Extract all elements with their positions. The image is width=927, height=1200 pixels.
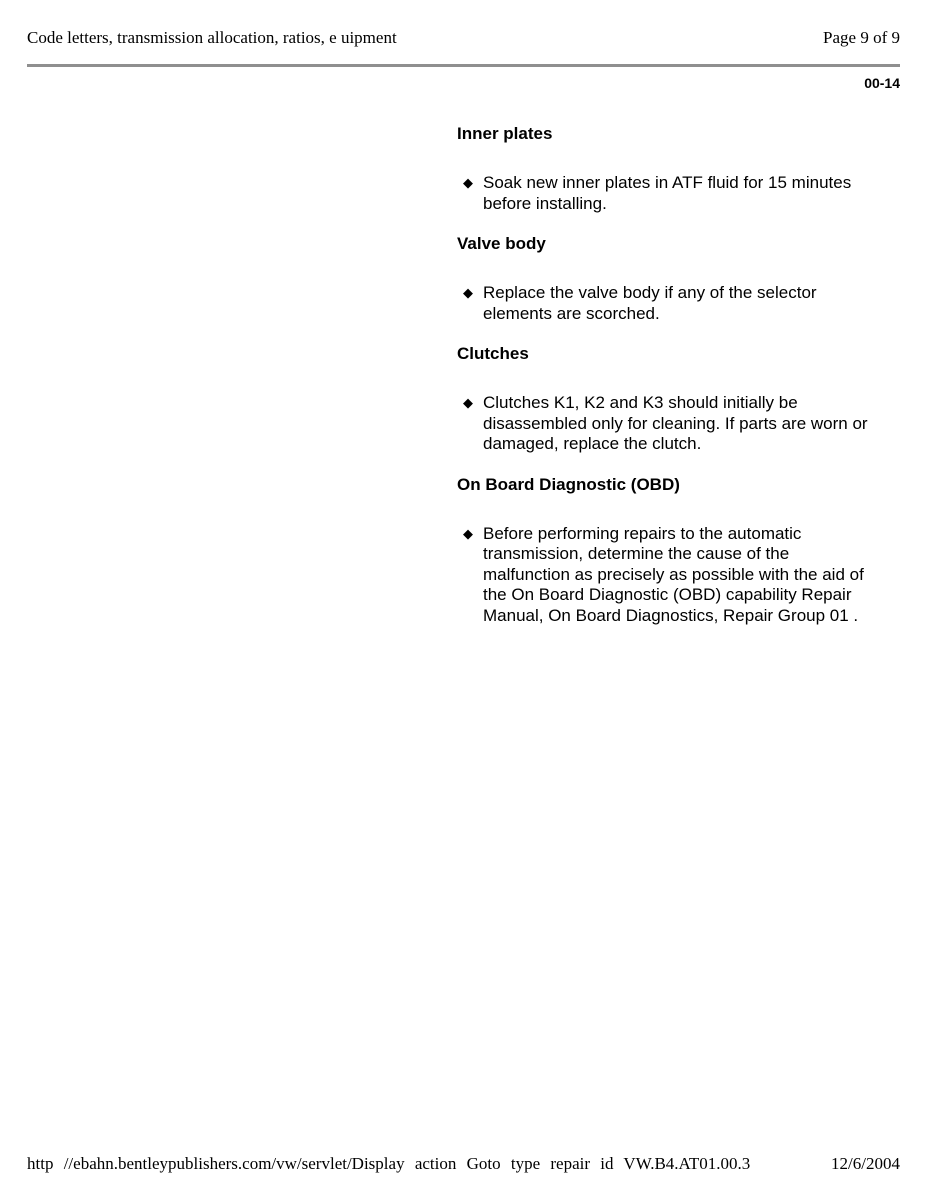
print-date: 12/6/2004 <box>831 1154 900 1173</box>
page-code: 00-14 <box>864 75 900 91</box>
page-number: Page 9 of 9 <box>823 28 900 47</box>
section-heading: On Board Diagnostic (OBD) <box>457 474 680 494</box>
section-obd <box>457 475 887 627</box>
diamond-bullet-icon: ◆ <box>463 525 473 541</box>
page-header <box>27 28 900 50</box>
header-divider <box>27 64 900 67</box>
diamond-bullet-icon: ◆ <box>463 285 473 300</box>
list-item <box>457 393 878 455</box>
page-footer <box>27 1154 900 1176</box>
section-heading: Inner plates <box>457 124 553 143</box>
diamond-bullet-icon: ◆ <box>463 175 473 190</box>
section-heading: Clutches <box>457 344 529 363</box>
list-item <box>457 173 878 214</box>
section-valve-body <box>457 234 887 324</box>
list-item-text: Clutches K1, K2 and K3 should initially be disassembled only for cleaning. If parts are worn or damaged, replace the clutch. <box>483 393 868 453</box>
list-item-text: Before performing repairs to the automatic transmission, determine the cause of the malfunction as precisely as possible with the aid of the On Board Diagnostic (OBD) capability Repair Manual, On Board Diagnostics, Repair Group 01 . <box>483 523 864 625</box>
section-clutches <box>457 344 887 455</box>
list-item-text: Replace the valve body if any of the selector elements are scorched. <box>483 283 817 323</box>
section-inner-plates <box>457 124 887 214</box>
document-title: Code letters, transmission allocation, ratios, e uipment <box>27 28 397 47</box>
list-item-text: Soak new inner plates in ATF fluid for 15 minutes before installing. <box>483 173 852 213</box>
diamond-bullet-icon: ◆ <box>463 395 473 410</box>
source-url: http //ebahn.bentleypublishers.com/vw/servlet/Display action Goto type repair id VW.B4.AT01.00.3 <box>27 1154 751 1173</box>
list-item <box>457 283 878 324</box>
list-item <box>457 524 878 627</box>
main-content <box>457 124 887 646</box>
section-heading: Valve body <box>457 234 546 253</box>
